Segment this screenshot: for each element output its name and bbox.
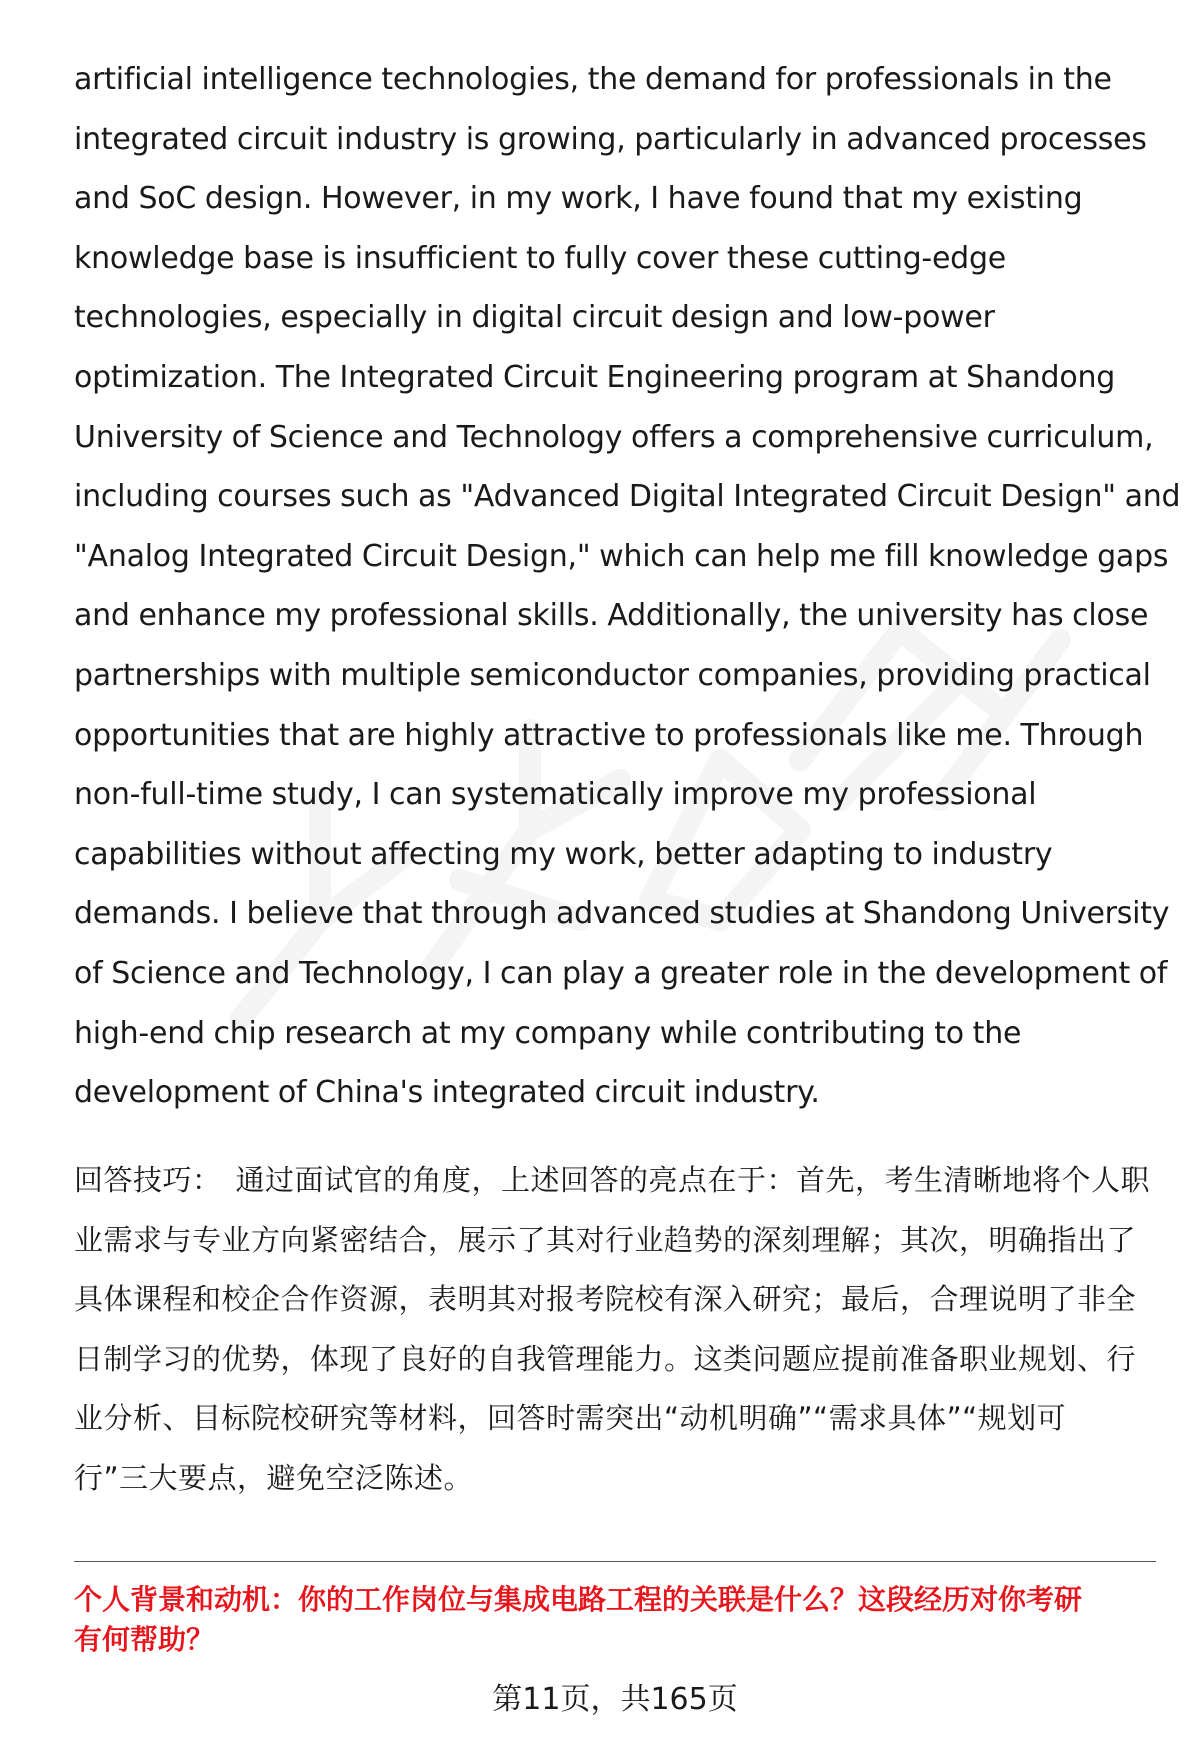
body-line: non-full-time study, I can systematically improve my professional [74,777,1037,813]
answer-tips-line: 业分析、目标院校研究等材料，回答时需突出“动机明确”“需求具体”“规划可 [74,1401,1067,1435]
body-line: of Science and Technology, I can play a greater role in the development of [74,955,1168,991]
body-line: optimization. The Integrated Circuit Engineering program at Shandong [74,359,1116,395]
next-question-heading [74,1580,1164,1660]
body-line: "Analog Integrated Circuit Design," which can help me fill knowledge gaps [74,538,1169,574]
body-line: technologies, especially in digital circuit design and low-power [74,300,995,336]
body-line: and enhance my professional skills. Additionally, the university has close [74,598,1149,634]
body-line: high-end chip research at my company while contributing to the [74,1015,1022,1051]
answer-tips-line: 业需求与专业方向紧密结合，展示了其对行业趋势的深刻理解；其次，明确指出了 [74,1222,1137,1257]
body-line: demands. I believe that through advanced studies at Shandong University [74,896,1170,932]
body-line: and SoC design. However, in my work, I have found that my existing [74,181,1083,217]
body-line: partnerships with multiple semiconductor companies, providing practical [74,657,1151,693]
body-line: University of Science and Technology offers a comprehensive curriculum, [74,419,1154,455]
body-paragraph [74,50,1181,1123]
body-line: opportunities that are highly attractive to professionals like me. Through [74,717,1144,753]
answer-tips-line: 日制学习的优势，体现了良好的自我管理能力。这类问题应提前准备职业规划、行 [74,1341,1137,1376]
answer-tips-label: 回答技巧： [74,1163,222,1197]
page-number: 第11页，共165页 [492,1682,738,1717]
answer-tips-first-line [74,1151,1164,1211]
body-line: capabilities without affecting my work, better adapting to industry [74,836,1053,872]
body-line: knowledge base is insufficient to fully cover these cutting-edge [74,240,1006,276]
answer-tips-paragraph [74,1151,1164,1508]
body-line: integrated circuit industry is growing, particularly in advanced processes [74,121,1147,157]
answer-tips-first-line-text: 通过面试官的角度，上述回答的亮点在于：首先，考生清晰地将个人职 [235,1163,1151,1197]
body-line: artificial intelligence technologies, the demand for professionals in the [74,62,1112,97]
question-line: 有何帮助？ [74,1623,215,1656]
answer-tips-line: 具体课程和校企合作资源，表明其对报考院校有深入研究；最后，合理说明了非全 [74,1282,1137,1316]
body-line: including courses such as "Advanced Digital Integrated Circuit Design" and [74,479,1181,515]
section-divider [74,1561,1156,1562]
body-line: development of China's integrated circuit industry. [74,1075,820,1111]
answer-tips-line: 行”三大要点，避免空泛陈述。 [74,1460,474,1495]
question-line: 个人背景和动机：你的工作岗位与集成电路工程的关联是什么？这段经历对你考研 [74,1583,1083,1616]
